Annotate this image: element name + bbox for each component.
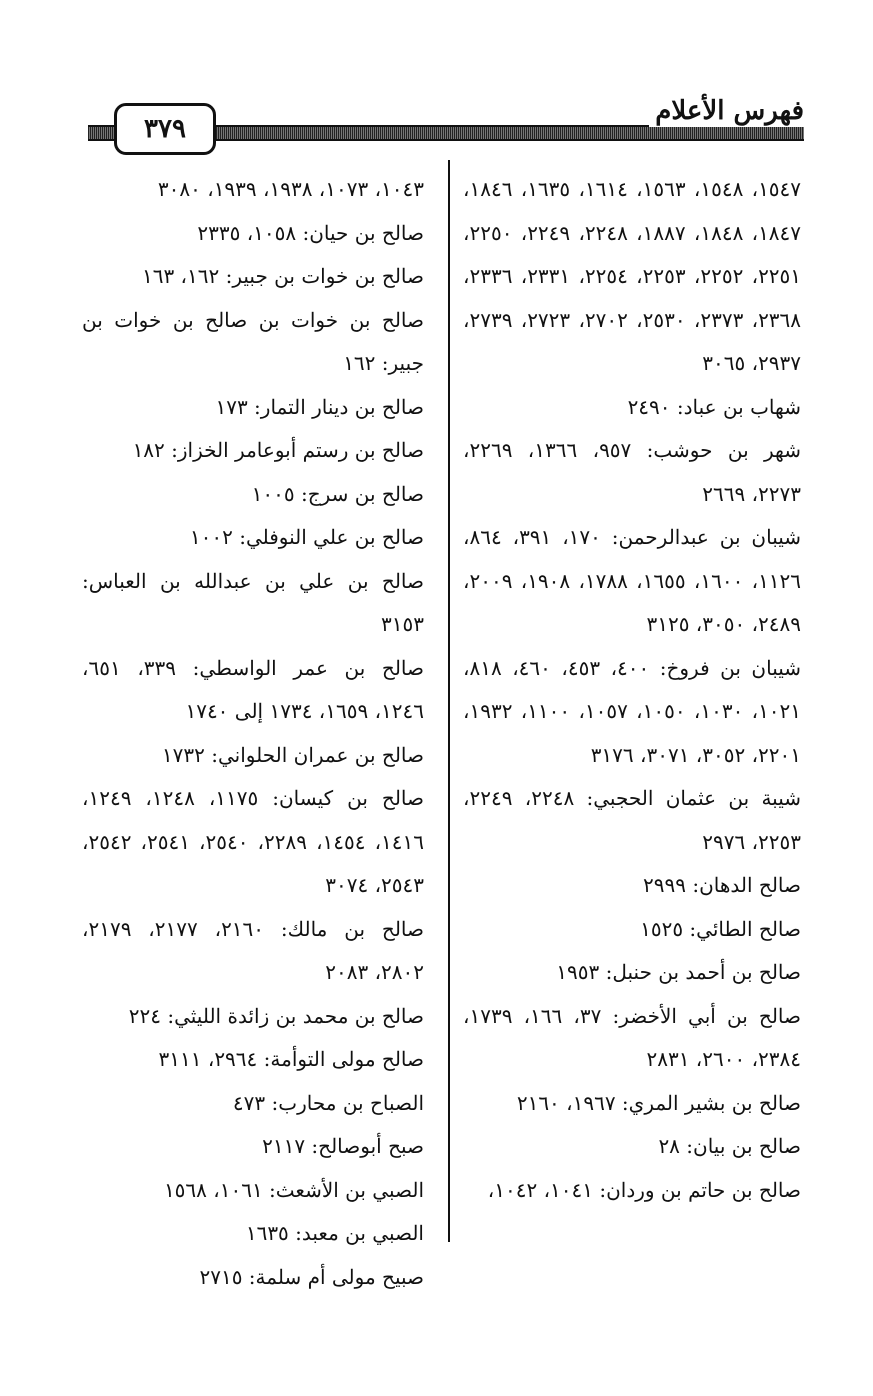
index-column-right xyxy=(463,168,801,1212)
index-entry: صالح بن كيسان: ١١٧٥، ١٢٤٨، ١٢٤٩، ١٤١٦، ١٤٥٤، ٢٢٨٩، ٢٥٤٠، ٢٥٤١، ٢٥٤٢، ٢٥٤٣، ٣٠٧٤ xyxy=(82,786,425,897)
page-number-box xyxy=(114,103,216,155)
index-entry: صالح بن حيان: ١٠٥٨، ٢٣٣٥ xyxy=(197,220,424,245)
index-entry: صبح أبوصالح: ٢١١٧ xyxy=(262,1134,424,1158)
index-entry: صالح بن مالك: ٢١٦٠، ٢١٧٧، ٢١٧٩، ٢٨٠٢، ٢٠٨٣ xyxy=(82,916,425,984)
index-entry: صبيح مولى أم سلمة: ٢٧١٥ xyxy=(199,1264,424,1289)
index-entry: صالح بن أحمد بن حنبل: ١٩٥٣ xyxy=(556,960,801,984)
index-entry: شيبة بن عثمان الحجبي: ٢٢٤٨، ٢٢٤٩، ٢٢٥٣، ٢٩٧٦ xyxy=(463,786,802,854)
index-entry: صالح بن حاتم بن وردان: ١٠٤١، ١٠٤٢، xyxy=(487,1177,801,1202)
index-entry: صالح بن عمران الحلواني: ١٧٣٢ xyxy=(161,742,424,767)
page-title: فهرس الأعلام xyxy=(649,95,804,127)
index-entry: صالح بن خوات بن صالح بن خوات بن جبير: ١٦٢ xyxy=(82,307,424,375)
index-entry: ١٥٤٧، ١٥٤٨، ١٥٦٣، ١٦١٤، ١٦٣٥، ١٨٤٦، ١٨٤٧، ١٨٤٨، ١٨٨٧، ٢٢٤٨، ٢٢٤٩، ٢٢٥٠، ٢٢٥١، ٢٢٥٢، ٢٢٥٣، ٢٢٥٤، ٢٣٣١، ٢٣٣٦، ٢٣٦٨، ٢٣٧٣، ٢٥٣٠، ٢٧٠٢، ٢٧٢٣، ٢٧٣٩، ٢٩٣٧، ٣٠٦٥ xyxy=(463,177,802,375)
index-entry: صالح بن علي النوفلي: ١٠٠٢ xyxy=(189,525,424,549)
index-entry: صالح بن بيان: ٢٨ xyxy=(658,1134,801,1158)
index-entry: شيبان بن فروخ: ٤٠٠، ٤٥٣، ٤٦٠، ٨١٨، ١٠٢١، ١٠٣٠، ١٠٥٠، ١٠٥٧، ١١٠٠، ١٩٣٢، ٢٢٠١، ٣٠٥٢، ٣٠٧١، ٣١٧٦ xyxy=(463,655,802,767)
index-entry: صالح بن محمد بن زائدة الليثي: ٢٢٤ xyxy=(128,1003,424,1028)
index-entry: صالح بن بشير المري: ١٩٦٧، ٢١٦٠ xyxy=(516,1090,801,1115)
page-number: ٣٧٩ xyxy=(144,114,186,144)
index-entry: صالح بن عمر الواسطي: ٣٣٩، ٦٥١، ١٢٤٦، ١٦٥٩، ١٧٣٤ إلى ١٧٤٠ xyxy=(82,655,424,723)
index-entry: الصباح بن محارب: ٤٧٣ xyxy=(232,1090,424,1115)
index-entry: صالح بن خوات بن جبير: ١٦٢، ١٦٣ xyxy=(141,264,424,288)
index-column-left xyxy=(82,168,424,1299)
index-entry: صالح بن علي بن عبدالله بن العباس: ٣١٥٣ xyxy=(82,568,424,636)
index-entry: الصبي بن الأشعث: ١٠٦١، ١٥٦٨ xyxy=(163,1177,424,1202)
index-entry: صالح الطائي: ١٥٢٥ xyxy=(640,916,801,941)
index-entry: ١٠٤٣، ١٠٧٣، ١٩٣٨، ١٩٣٩، ٣٠٨٠ xyxy=(157,177,424,201)
index-entry: شيبان بن عبدالرحمن: ١٧٠، ٣٩١، ٨٦٤، ١١٢٦، ١٦٠٠، ١٦٥٥، ١٧٨٨، ١٩٠٨، ٢٠٠٩، ٢٤٨٩، ٣٠٥٠، ٣١٢٥ xyxy=(463,525,802,636)
index-entry: صالح بن أبي الأخضر: ٣٧، ١٦٦، ١٧٣٩، ٢٣٨٤، ٢٦٠٠، ٢٨٣١ xyxy=(463,1003,801,1071)
page-header xyxy=(88,95,804,155)
column-divider xyxy=(448,160,450,1242)
index-entry: صالح بن رستم أبوعامر الخزاز: ١٨٢ xyxy=(132,438,424,462)
index-entry: الصبي بن معبد: ١٦٣٥ xyxy=(245,1221,424,1245)
index-entry: شهر بن حوشب: ٩٥٧، ١٣٦٦، ٢٢٦٩، ٢٢٧٣، ٢٦٦٩ xyxy=(463,438,802,506)
index-entry: صالح بن دينار التمار: ١٧٣ xyxy=(215,394,424,419)
index-entry: صالح الدهان: ٢٩٩٩ xyxy=(643,873,801,897)
index-entry: شهاب بن عباد: ٢٤٩٠ xyxy=(627,394,801,419)
index-entry: صالح بن سرج: ١٠٠٥ xyxy=(251,481,424,506)
index-entry: صالح مولى التوأمة: ٢٩٦٤، ٣١١١ xyxy=(158,1047,424,1071)
